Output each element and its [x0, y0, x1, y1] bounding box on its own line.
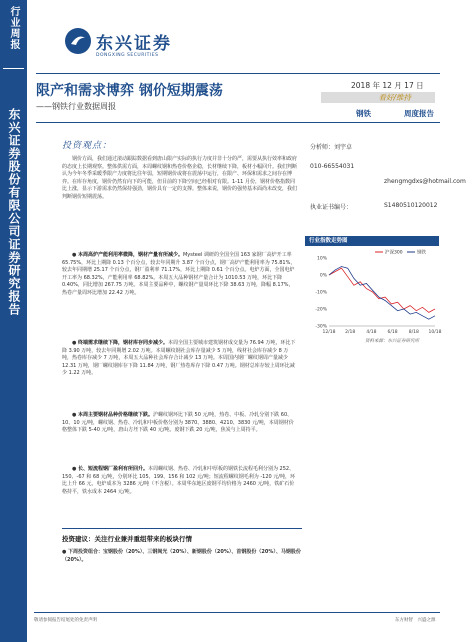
- company-logo: [64, 27, 204, 63]
- paragraph: ● 本周高炉产能利用率微降，钢材产量有所减少。Mysteel 调研的全国全国 163 家钢厂高炉开工率 65.75%，环比上期降 0.13 个百分点，较去年同期升 3.87 个百分点，钢厂高炉产能利用率为 75.81%，较去年同期增 25.17 个百分点，钢厂盈利率 71.17%，环比上期降 0.61 个百分点。电炉方面，全国电炉开工率为 68.32%，产能利用率 68.82%。本周五大品种钢材产量合计为 1010.53 万吨，环比下降 0.40%，同比增加 267.75 万吨。本周主要品种中，螺纹钢产量周环比下降 38.63 万吨，降幅 8.17%，热卷产量周环比增加 22.42 万吨。: [62, 252, 296, 296]
- report-subtitle: ——钢铁行业数据周报: [36, 102, 116, 111]
- y-tick-label: 0%: [319, 273, 327, 279]
- body-text: [62, 252, 298, 301]
- investment-title: 投资建议：关注行业兼并重组带来的板块行情: [62, 535, 192, 543]
- y-tick-label: -20%: [315, 307, 327, 313]
- chart-source: 资料来源：东兴证券研究所: [365, 339, 419, 344]
- footer-divider: [34, 612, 440, 613]
- firm-name: 东兴证券股份有限公司证券研究报告: [7, 108, 21, 316]
- title-divider: [36, 122, 440, 123]
- sidebar: [0, 0, 27, 642]
- y-tick-label: -10%: [315, 290, 327, 296]
- y-tick-label: 10%: [316, 256, 327, 262]
- series-line: [329, 268, 435, 312]
- list-item: ● 下周投资组合：宝钢股份（20%）、三钢闽光（20%）、新钢股份（20%）、首钢股份（20%）、马钢股份（20%）。: [62, 549, 301, 563]
- x-tick-label: 2/18: [345, 330, 356, 335]
- legend-label: 钢铁: [417, 250, 426, 256]
- sector-label: 钢铁: [356, 109, 371, 118]
- body-text: [62, 466, 298, 499]
- report-date: 2018 年 12 月 17 日: [351, 81, 424, 90]
- analyst-name: 分析师：刘宇卓: [310, 144, 353, 151]
- header-divider: [36, 73, 440, 74]
- investment-list: [62, 549, 302, 565]
- index-chart: [305, 248, 442, 338]
- report-title: 限产和需求博弈 钢价短期震荡: [36, 83, 223, 99]
- index-chart-title: 行业指数走势图: [305, 236, 439, 246]
- paragraph: ● 本周主要钢材品种价格继续下跌。沪螺纹钢环比下跌 50 元/吨，热卷、中板、冷轧分别下跌 60、10、10 元/吨，螺纹钢、热卷、冷轧和中板价格分别为 3870、3880、4210、3830 元/吨，本周钢材价格整体下跌 5-40 元/吨，唐山方坯下跌 40 元/吨。废钢下跌 20 元/吨，焦炭与上周持平。: [62, 412, 294, 434]
- section-title: 投资观点：: [62, 141, 113, 151]
- footer-slogan: 东方财智 兴盛之源: [395, 618, 436, 623]
- rating-badge: 看好/维持: [321, 92, 435, 103]
- sidebar-divider: [3, 68, 24, 69]
- x-tick-label: 8/18: [408, 330, 419, 335]
- x-tick-label: 12/18: [322, 330, 336, 335]
- x-tick-label: 6/18: [387, 330, 398, 335]
- body-text: [62, 156, 298, 205]
- analyst-email[interactable]: zhengmgdxs@hotmail.com: [384, 178, 466, 185]
- analyst-tel: 010-66554031: [310, 163, 355, 170]
- series-line: [329, 267, 435, 320]
- x-tick-label: 4/18: [366, 330, 377, 335]
- footer-disclaimer: 敬请参阅报告结尾处的免责声明: [34, 618, 97, 623]
- logo-text: 东兴证券: [96, 34, 172, 54]
- investment-divider: [62, 528, 302, 529]
- legend-label: 沪深300: [385, 250, 403, 256]
- report-category: 行业周报: [8, 6, 19, 50]
- logo-text-en: DONGXING SECURITIES: [96, 53, 159, 58]
- logo-mark-icon: [64, 27, 92, 55]
- paragraph: ● 终端需求继续下降，钢材库存同步减少。本周全国主要城市建筑钢材成交量为 76.94 万吨，环比下降 3.90 万吨，较去年同期增 2.02 万吨。本周螺纹钢社会库存量减少 5 万吨，线材社会库存减少 8 万吨，热卷库存减少 7 万吨，本周五大品种社会库存合计减少 13 万吨。本周国内钢厂螺纹钢周产量减少 12.31 万吨，钢厂螺纹钢库存下降 11.84 万吨，钢厂热卷库存下降 0.47 万吨。钢材总库存较上周环比减少 1.22 万吨。: [62, 340, 296, 377]
- body-text: [62, 412, 298, 438]
- paragraph: ● 长、短流程钢厂盈利有所回升。本周螺纹钢、热卷、冷轧和中厚板的钢铁长流程毛利分别为 252、150、-67 和 68 元/吨，分别环比 105、199、156 和 102 元/吨；短流程螺纹钢毛利为 -120 元/吨，环比上升 66 元，电炉成本为 3286 元/吨（不含税）。本周华东地区废钢平均价格为 2460 元/吨，铁矿石价格持平，铁水成本 2464 元/吨。: [62, 466, 295, 495]
- y-tick-label: -30%: [315, 324, 327, 330]
- x-tick-label: 10/18: [428, 330, 442, 335]
- paragraph: 钢价方面，我们通过滚动跟踪数据看到唐山限产实际的执行力度并非十分的严，需要从执行效率和政府的态度上长期观察。整体供需方面，本周螺纹钢和热卷价格企稳，长材继续下降，板材小幅回升。我们判断认为今年冬季采暖季限产力度将比往年弱，短期钢价或将在震荡中运行，在限产、环保和需求之间存在博弈。在库存角度，钢价仍然有向下的可能，但目前的下降空间已经相对有限。1-11 月份，钢材价格指数同比上涨，显示下游需求仍然保持强劲，钢价具有一定的支撑。整体来说，钢价的强势基本面尚未改变，我们判断钢价短期震荡。: [62, 156, 298, 200]
- cert-number: S1480510120012: [384, 202, 438, 209]
- body-text: [62, 340, 298, 381]
- report-type: 周度报告: [404, 109, 434, 118]
- cert-label: 执业证书编号：: [310, 204, 353, 211]
